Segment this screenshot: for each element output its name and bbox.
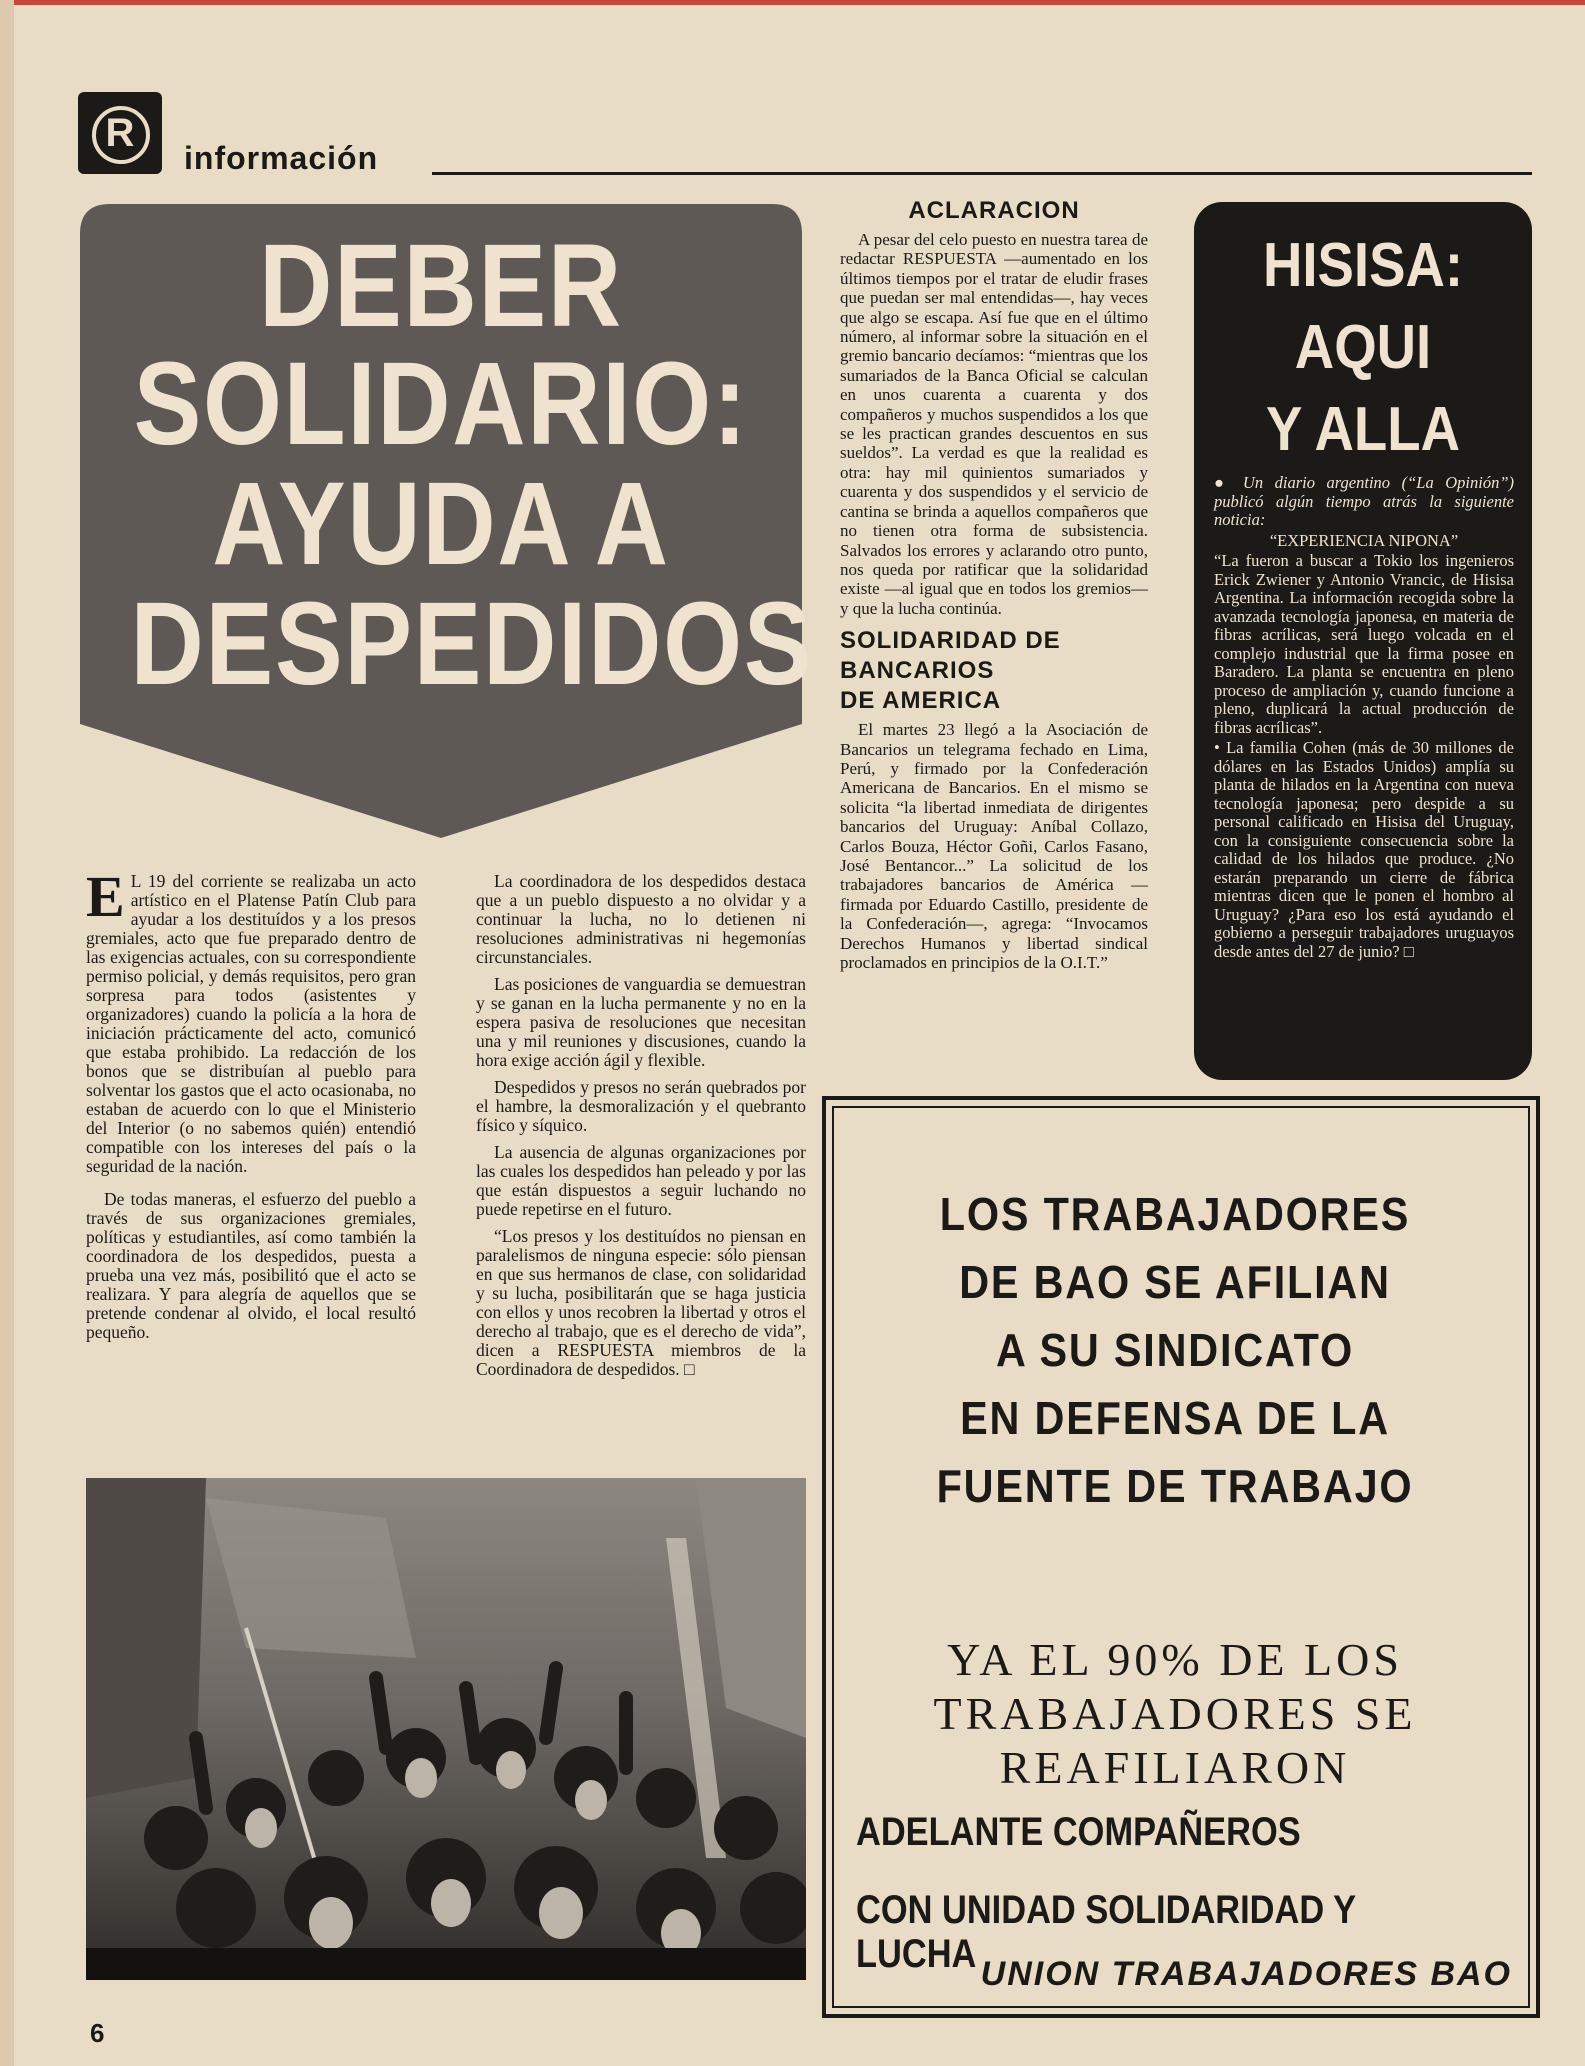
respuesta-logo-icon	[78, 92, 162, 174]
hisisa-text	[1214, 474, 1514, 963]
ad-headline-2: DE BAO SE AFILIAN	[959, 1256, 1391, 1308]
hisisa-title-1: HISISA:	[1262, 231, 1464, 300]
article-paragraph	[86, 864, 416, 1176]
solidaridad-title-3: DE AMERICA	[840, 687, 1002, 715]
drop-cap: E	[86, 864, 125, 929]
article-column-middle	[476, 872, 806, 1387]
article-paragraph: Despedidos y presos no serán quebrados por el hambre, la desmoralización y el quebranto físico y síquico.	[476, 1077, 806, 1135]
logo-letter: R	[105, 111, 135, 155]
hisisa-title-3: Y ALLA	[1265, 395, 1460, 464]
article-paragraph: Las posiciones de vanguardia se demuestran y se ganan en la lucha permanente y no en la espera pasiva de resoluciones que necesitan una y mil reuniones y discusiones, cuando la hora exige acción ágil y flexible.	[476, 974, 806, 1070]
ad-sub-2: TRABAJADORES SE	[933, 1688, 1417, 1739]
ad-headline-4: EN DEFENSA DE LA	[960, 1392, 1390, 1444]
hisisa-closing: • La familia Cohen (más de 30 millones de dólares en las Estados Unidos) amplía su planta de hilados en la Argentina con nueva tecnología japonesa; pero despide a su personal calificado en Hisisa del Uruguay, con la consiguiente consecuencia sobre la calidad de los hilados que produce. ¿No estarán preparando un cierre de fábrica mientras dicen que le ponen el hombro al Uruguay? ¿Para eso los está ayudando el gobierno a perseguir trabajadores uruguayos desde antes del 27 de junio? □	[1214, 738, 1514, 961]
crowd-photo	[86, 1478, 806, 1980]
ad-slogan-1: ADELANTE COMPAÑEROS	[856, 1810, 1301, 1854]
solidaridad-title-2: BANCARIOS	[840, 657, 995, 685]
page-edge	[0, 0, 14, 2066]
solidaridad-text: El martes 23 llegó a la Asociación de Bancarios un telegrama fechado en Lima, Perú, y firmado por la Confederación Americana de Bancarios. En el mismo se solicita “la libertad inmediata de dirigentes bancarios del Uruguay: Aníbal Collazo, Carlos Bouza, Héctor Goñi, Carlos Fasano, José Bentancor...” La solicitud de los trabajadores bancarios de América —firmada por Eduardo Castillo, presidente de la Confederación—, agrega: “Invocamos Derechos Humanos y libertad sindical proclamados en principios de la O.I.T.”	[840, 720, 1148, 972]
headline-line-3: AYUDA A	[212, 458, 670, 590]
headline-banner	[80, 204, 814, 838]
hisisa-intro: ● Un diario argentino (“La Opinión”) publicó algún tiempo atrás la siguiente noticia:	[1214, 473, 1514, 529]
article-paragraph: La coordinadora de los despedidos destaca que a un pueblo dispuesto a no olvidar y a continuar la lucha, no lo detienen ni resoluciones administrativas ni hegemonías circunstanciales.	[476, 871, 806, 967]
ad-headline-3: A SU SINDICATO	[996, 1324, 1354, 1376]
top-red-edge	[0, 0, 1585, 5]
headline-line-4: DESPEDIDOS	[130, 578, 814, 710]
hisisa-title-2: AQUI	[1294, 313, 1432, 382]
ad-sub-1: YA EL 90% DE LOS	[947, 1634, 1403, 1685]
article-paragraph: “Los presos y los destituídos no piensan en paralelismos de ninguna especie: sólo piensan en que sus hermanos de clase, con solidaridad y su lucha, posibilitarán que se haga justicia con ellos y unos recobren la libertad y otros el derecho al trabajo, que es el derecho de vida”, dicen a RESPUESTA miembros de la Coordinadora de despedidos. □	[476, 1226, 806, 1379]
headline-line-2: SOLIDARIO:	[133, 338, 749, 470]
headline-line-1: DEBER	[259, 220, 623, 352]
ad-slogan-2: CON UNIDAD SOLIDARIDAD Y LUCHA	[856, 1888, 1356, 1976]
hisisa-subtitle: “EXPERIENCIA NIPONA”	[1269, 530, 1459, 550]
hisisa-box	[1194, 202, 1532, 1080]
solidaridad-title-1: SOLIDARIDAD DE	[840, 627, 1061, 655]
aclaracion-title: ACLARACION	[908, 197, 1080, 224]
ad-signature: UNION TRABAJADORES BAO	[980, 1955, 1512, 1993]
bao-advertisement	[822, 1096, 1540, 2018]
paragraph-text: L 19 del corriente se realizaba un acto artístico en el Platense Patín Club para ayudar a los destituídos y a los presos gremiales, acto que fue preparado dentro de las exigencias actuales, con su correspondiente permiso policial, y demás requisitos, pero gran sorpresa para todos (asistentes y organizadores) cuando la policía a la hora de iniciación prácticamente del acto, comunicó que estaba prohibido. La redacción de los bonos que se distribuían al pueblo para solventar los gastos que el acto ocasionaba, no estaban de acuerdo con lo que el Ministerio del Interior (o no sabemos quién) entendió compatible con los intereses del país o la seguridad de la nación.	[86, 871, 416, 1176]
section-label: información	[184, 140, 379, 176]
page-number: 6	[90, 2018, 105, 2048]
article-paragraph: La ausencia de algunas organizaciones por las cuales los despedidos han peleado y por las que están dispuestos a seguir luchando no puede repetirse en el futuro.	[476, 1142, 806, 1219]
ad-headline-5: FUENTE DE TRABAJO	[936, 1460, 1414, 1512]
article-paragraph: De todas maneras, el esfuerzo del pueblo a través de sus organizaciones gremiales, políticas y estudiantiles, así como también la coordinadora de los despedidos, puesta a prueba una vez más, posibilitó que el acto se realizara. Y para alegría de aquellos que se pretende condenar al olvido, el local resultó pequeño.	[86, 1189, 416, 1342]
ad-headline-1: LOS TRABAJADORES	[939, 1188, 1411, 1240]
hisisa-quote: “La fueron a buscar a Tokio los ingenieros Erick Zwiener y Antonio Vrancic, de Hisisa Argentina. La información recogida sobre la avanzada tecnología japonesa, en materia de fibras acrílicas, será luego volcada en el complejo industrial que la firma posee en Baradero. La planta se encuentra en pleno proceso de ampliación y, cuando funcione a pleno, duplicará la actual producción de fibras acrílicas”.	[1214, 551, 1514, 737]
article-column-left	[86, 864, 416, 1350]
header-rule	[432, 172, 1532, 175]
ad-sub-3: REAFILIARON	[999, 1742, 1351, 1793]
crowd-photo-image	[86, 1478, 806, 1980]
news-column-right	[840, 196, 1148, 980]
aclaracion-text: A pesar del celo puesto en nuestra tarea de redactar RESPUESTA —aumentado en los últimos tiempos por el tratar de eludir frases que puedan ser mal entendidas—, hay veces que algo se escapa. Así fue que en el último número, al informar sobre la situación en el gremio bancario decíamos: “mientras que los sumariados de la Banca Oficial se calculan en unos cuarenta a cuarenta y dos compañeros y muchos suspendidos a los que se les practican grandes descuentos en sus sueldos”. La verdad es que la realidad es otra: hay mil quinientos sumariados y cuarenta y dos suspendidos y el servicio de cantina se brinda a aquellos compañeros que no tienen otra forma de subsistencia. Salvados los errores y aclarando otro punto, nos queda por ratificar que la solidaridad existe —al igual que en todos los gremios— y que la lucha continúa.	[840, 230, 1148, 618]
